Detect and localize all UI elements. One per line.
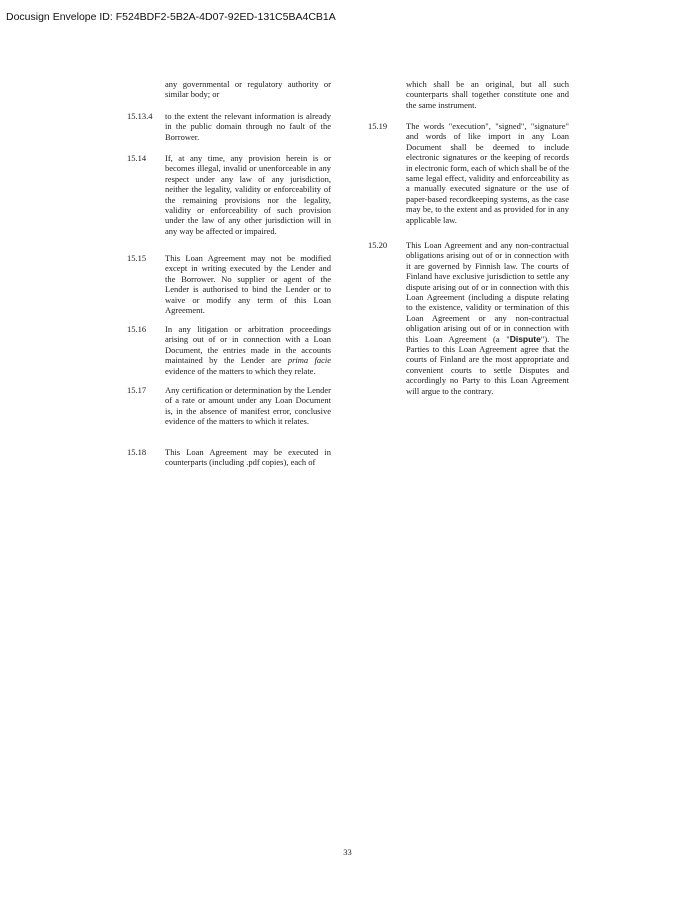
clause-text-part: "). The Parties to this Loan Agreement agree that the courts of Finland are the most appropriate and convenient courts to settle Disputes and accordingly no Party to this Loan Agreement will argue to the contrary.	[406, 333, 569, 396]
clause-number: 15.15	[127, 253, 147, 263]
clause-text: to the extent the relevant information is already in the public domain through no fault of the Borrower.	[165, 111, 331, 142]
clause-number: 15.17	[127, 385, 147, 395]
clause-text: which shall be an original, but all such counterparts shall together constitute one and the same instrument.	[406, 79, 569, 110]
clause-text: If, at any time, any provision herein is or becomes illegal, invalid or unenforceable in any respect under any law of any jurisdiction, neither the legality, validity or enforceability of the remaining provisions nor the legality, validity or enforceability of such provision under the law of any other jurisdiction will in any way be affected or impaired.	[165, 153, 331, 236]
clause-text	[406, 240, 569, 396]
envelope-id-header: Docusign Envelope ID: F524BDF2-5B2A-4D07-92ED-131C5BA4CB1A	[6, 11, 336, 23]
clause-text: Any certification or determination by the Lender of a rate or amount under any Loan Document is, in the absence of manifest error, conclusive evidence of the matters to which it relates.	[165, 385, 331, 427]
clause-text	[165, 324, 331, 376]
clause-text-part: In any litigation or arbitration proceedings arising out of or in connection with a Loan Document, the entries made in the accounts maintained by the Lender are	[165, 324, 331, 366]
clause-text: The words "execution", "signed", "signature" and words of like import in any Loan Document shall be deemed to include electronic signatures or the keeping of records in electronic form, each of which shall be of the same legal effect, validity and enforceability as a manually executed signature or the use of paper-based recordkeeping systems, as the case may be, to the extent and as provided for in any applicable law.	[406, 121, 569, 225]
clause-text: any governmental or regulatory authority or similar body; or	[165, 79, 331, 100]
clause-number: 15.16	[127, 324, 147, 334]
clause-number: 15.13.4	[127, 111, 153, 121]
clause-text: This Loan Agreement may be executed in counterparts (including .pdf copies), each of	[165, 447, 331, 468]
clause-text-italic: prima facie	[287, 355, 332, 366]
clause-number: 15.18	[127, 447, 147, 457]
page-number: 33	[343, 847, 352, 857]
clause-text: This Loan Agreement may not be modified except in writing executed by the Lender and the Borrower. No supplier or agent of the Lender is authorised to bind the Lender or to waive or modify any term of this Loan Agreement.	[165, 253, 331, 316]
clause-number: 15.20	[368, 240, 388, 250]
clause-text-part: evidence of the matters to which they relate.	[165, 365, 316, 376]
clause-number: 15.14	[127, 153, 147, 163]
clause-number: 15.19	[368, 121, 388, 131]
clause-text-bold: Dispute	[509, 333, 541, 344]
clause-text-part: This Loan Agreement and any non-contractual obligations arising out of or in connection with it are governed by Finnish law. The courts of Finland have exclusive jurisdiction to settle any dispute arising out of or in connection with this Loan Agreement (including a dispute relating to the existence, validity or termination of this Loan Agreement or any non-contractual obligation arising out of or in connection with this Loan Agreement (a "	[406, 240, 569, 344]
